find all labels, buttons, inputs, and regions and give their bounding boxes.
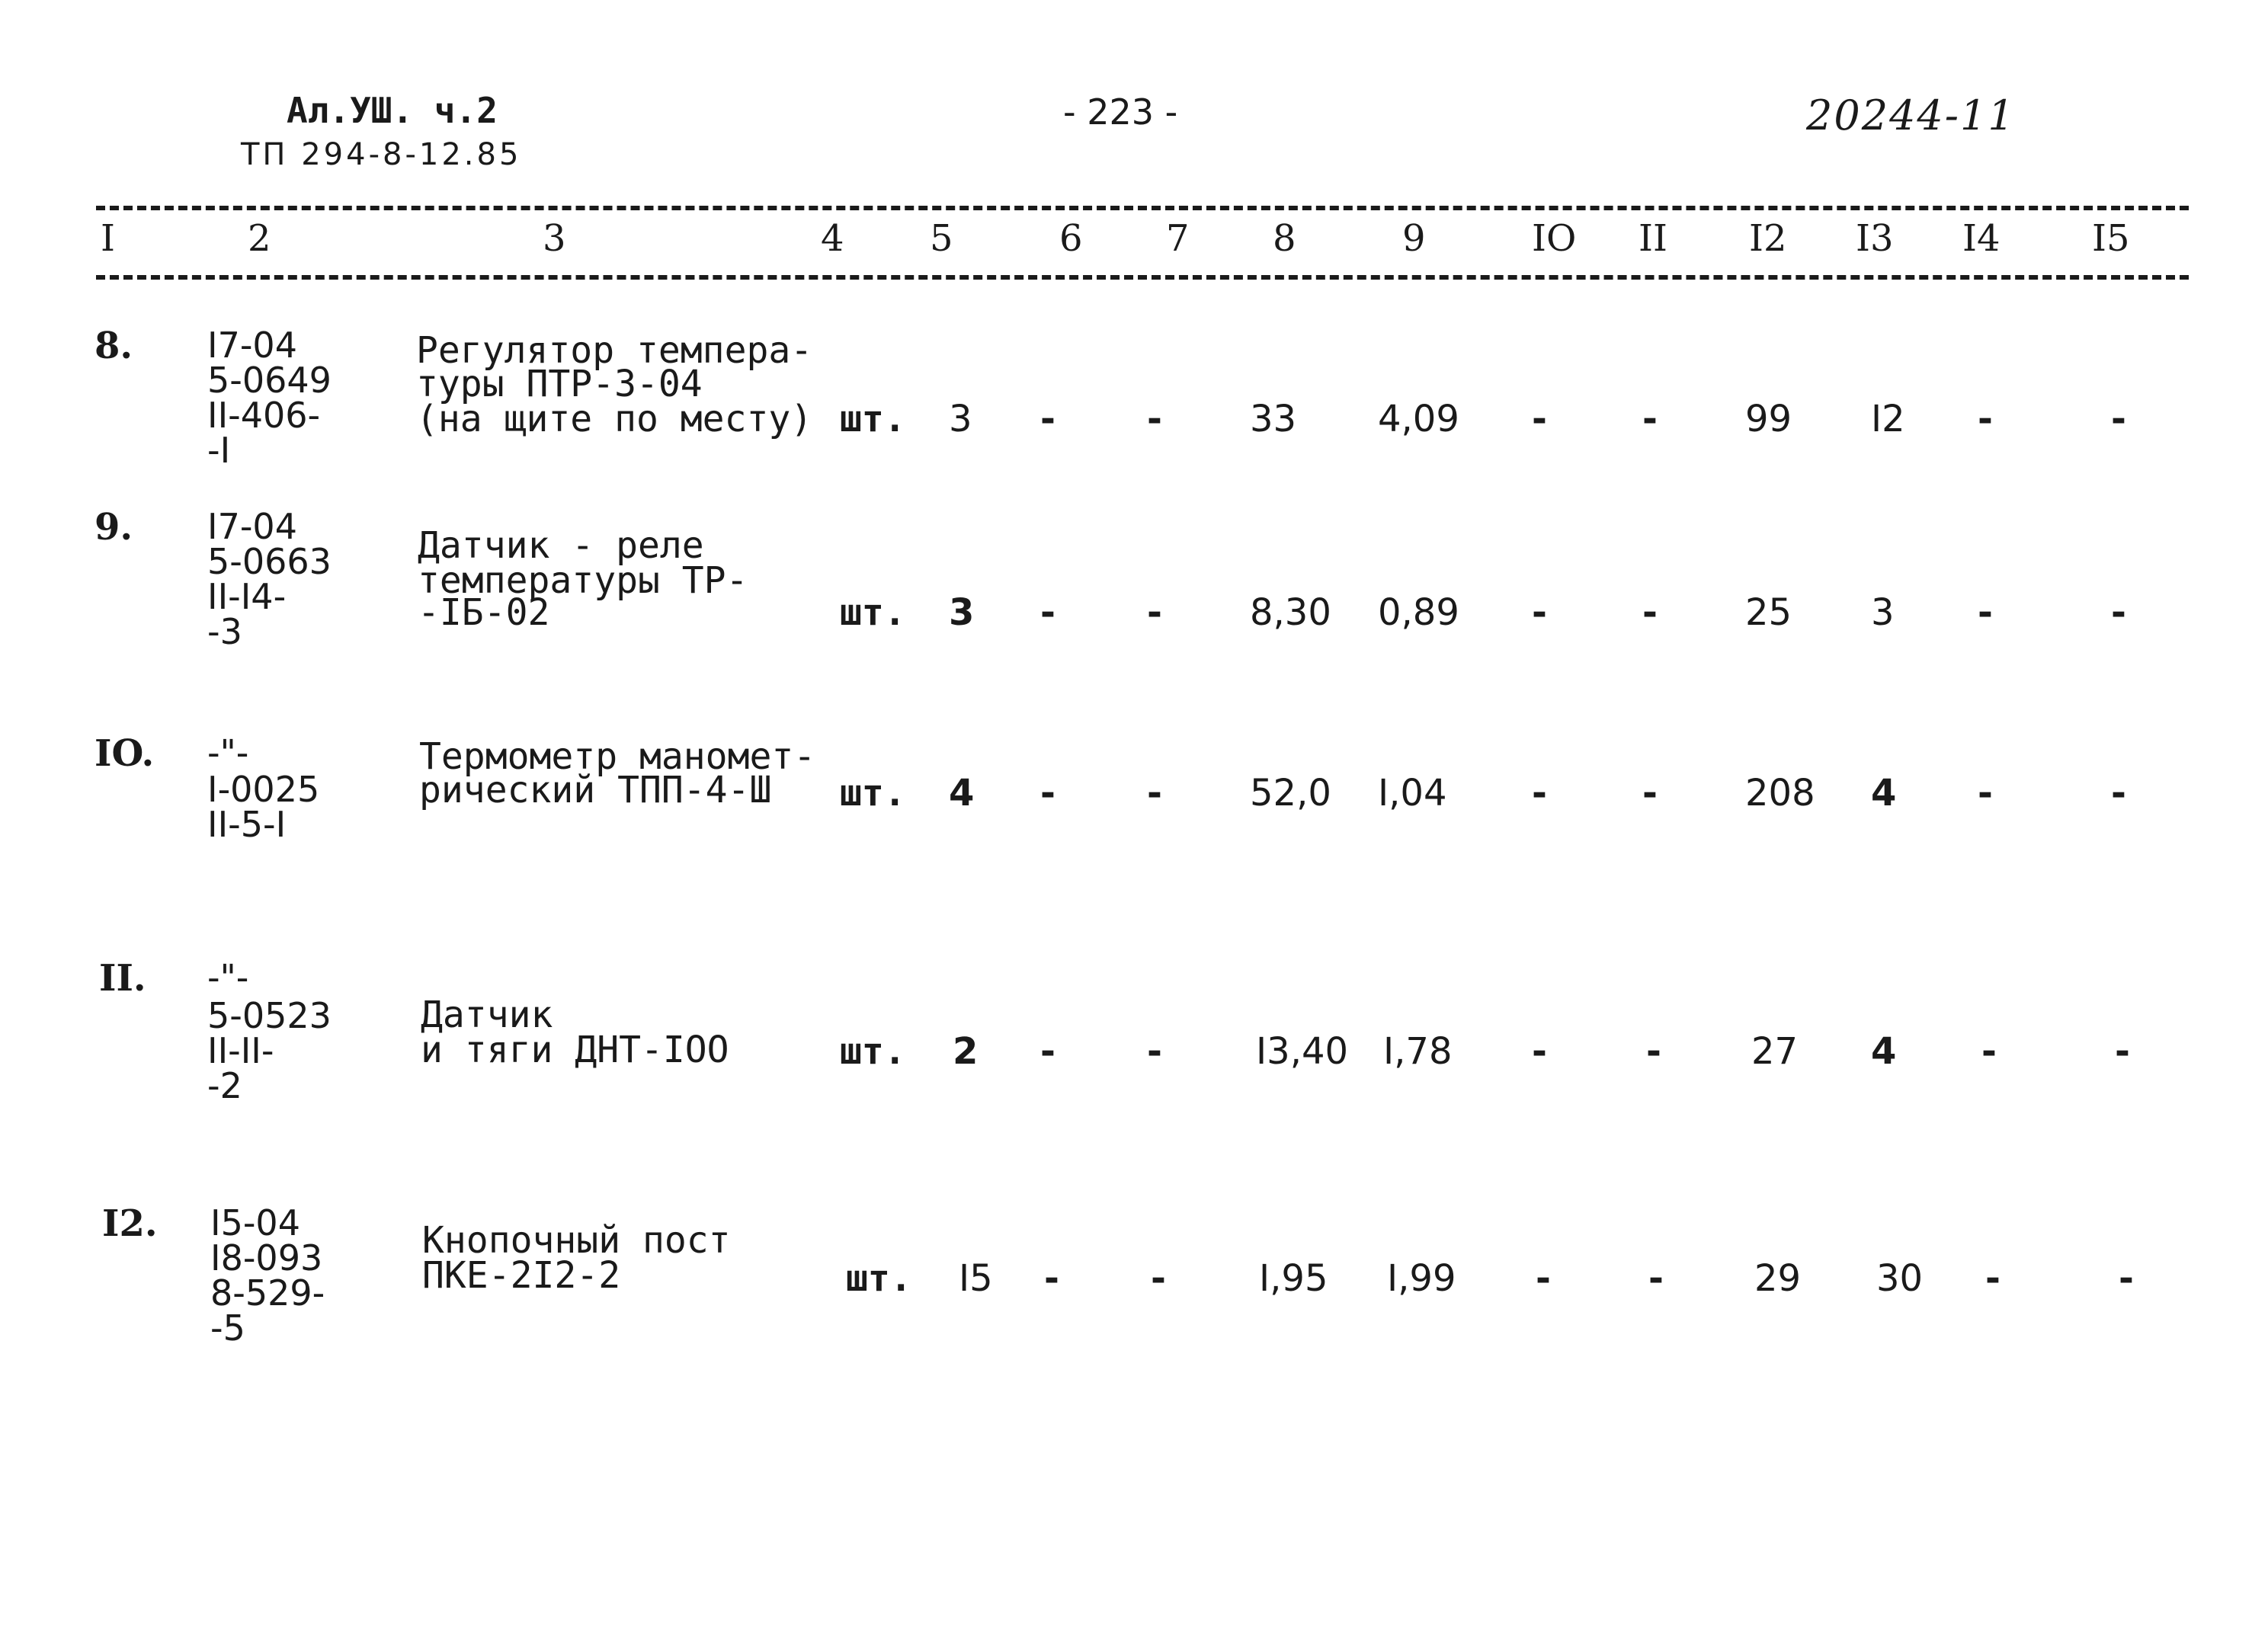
column-number: 9 bbox=[1402, 217, 1426, 260]
col13-value: I2 bbox=[1871, 398, 1905, 440]
item-name-line: туры ПТР-3-04 bbox=[416, 363, 703, 405]
unit: шт. bbox=[840, 398, 906, 440]
column-number: II bbox=[1639, 217, 1667, 260]
ref-line: I7-04 bbox=[207, 325, 297, 366]
col6-value: - bbox=[1040, 772, 1056, 814]
col15-value: - bbox=[2111, 591, 2126, 634]
col12-value: 25 bbox=[1745, 591, 1792, 634]
unit: шт. bbox=[840, 591, 906, 634]
ref-line: 5-0663 bbox=[207, 541, 332, 582]
item-name-line: Кнопочный пост bbox=[422, 1219, 731, 1262]
col11-value: - bbox=[1646, 1030, 1661, 1073]
row-number: IO. bbox=[94, 732, 155, 775]
col6-value: - bbox=[1044, 1257, 1059, 1300]
column-number: I2 bbox=[1749, 217, 1787, 260]
col11-value: - bbox=[1642, 398, 1658, 440]
unit: шт. bbox=[840, 1030, 906, 1073]
col10-value: - bbox=[1532, 591, 1547, 634]
col12-value: 29 bbox=[1754, 1257, 1802, 1300]
row-number: II. bbox=[99, 957, 146, 1000]
row-number: I2. bbox=[102, 1202, 158, 1245]
col11-value: - bbox=[1648, 1257, 1664, 1300]
ref-line: -I bbox=[207, 430, 231, 471]
unit: шт. bbox=[846, 1257, 912, 1300]
column-number: I4 bbox=[1962, 217, 2001, 260]
tp-label: ТП 294-8-12.85 bbox=[241, 137, 522, 172]
col13-value: 4 bbox=[1871, 1030, 1897, 1073]
item-name-line: Регулятор темпера- bbox=[416, 329, 813, 372]
row-number: 9. bbox=[94, 506, 133, 549]
col12-value: 208 bbox=[1745, 772, 1815, 814]
column-number: 3 bbox=[543, 217, 566, 260]
col11-value: - bbox=[1642, 591, 1658, 634]
col15-value: - bbox=[2119, 1257, 2134, 1300]
col7-value: - bbox=[1147, 772, 1162, 814]
col11-value: - bbox=[1642, 772, 1658, 814]
col9-value: I,99 bbox=[1387, 1257, 1456, 1300]
item-name-line: (на щите по месту) bbox=[416, 398, 813, 440]
ref-line: -2 bbox=[207, 1065, 242, 1106]
col14-value: - bbox=[1985, 1257, 2001, 1300]
ref-line: -5 bbox=[210, 1307, 245, 1349]
column-number: I bbox=[101, 217, 115, 260]
col7-value: - bbox=[1147, 591, 1162, 634]
header-rule-bottom bbox=[96, 275, 2189, 280]
col9-value: 0,89 bbox=[1378, 591, 1459, 634]
ref-line: I5-04 bbox=[210, 1202, 300, 1243]
column-number: I3 bbox=[1856, 217, 1894, 260]
column-number: IO bbox=[1532, 217, 1577, 260]
col9-value: I,04 bbox=[1378, 772, 1447, 814]
item-name-line: температуры ТР- bbox=[418, 559, 748, 602]
column-number: 6 bbox=[1059, 217, 1083, 260]
item-name-line: Термометр маномет- bbox=[419, 735, 816, 778]
col13-value: 4 bbox=[1871, 772, 1897, 814]
col14-value: - bbox=[1978, 398, 1993, 440]
col8-value: 33 bbox=[1250, 398, 1297, 440]
col7-value: - bbox=[1147, 1030, 1162, 1073]
col5-value: 4 bbox=[949, 772, 975, 814]
item-name-line: -IБ-02 bbox=[418, 591, 550, 634]
col10-value: - bbox=[1532, 772, 1547, 814]
col9-value: 4,09 bbox=[1378, 398, 1459, 440]
ref-line: -"- bbox=[207, 732, 249, 773]
ref-line: 5-0649 bbox=[207, 360, 332, 401]
ref-line: II-5-I bbox=[207, 804, 287, 845]
ref-line: 8-529- bbox=[210, 1272, 325, 1314]
col6-value: - bbox=[1040, 398, 1056, 440]
col12-value: 99 bbox=[1745, 398, 1792, 440]
col15-value: - bbox=[2111, 398, 2126, 440]
col8-value: 52,0 bbox=[1250, 772, 1331, 814]
ref-line: -3 bbox=[207, 611, 242, 652]
column-number: 2 bbox=[248, 217, 271, 260]
col13-value: 30 bbox=[1876, 1257, 1924, 1300]
header-rule-top bbox=[96, 206, 2189, 210]
col10-value: - bbox=[1536, 1257, 1551, 1300]
row-number: 8. bbox=[94, 325, 133, 367]
document-code: 20244-11 bbox=[1806, 91, 2016, 139]
unit: шт. bbox=[840, 772, 906, 814]
ref-line: 5-0523 bbox=[207, 995, 332, 1036]
col5-value: 3 bbox=[949, 591, 975, 634]
ref-line: I7-04 bbox=[207, 506, 297, 547]
item-name-line: ПКЕ-2I2-2 bbox=[422, 1254, 621, 1297]
col15-value: - bbox=[2111, 772, 2126, 814]
col14-value: - bbox=[1978, 772, 1993, 814]
item-name-line: Датчик - реле bbox=[418, 524, 704, 567]
col8-value: 8,30 bbox=[1250, 591, 1331, 634]
ref-line: -"- bbox=[207, 957, 249, 998]
column-number: 7 bbox=[1166, 217, 1190, 260]
ref-line: II-I4- bbox=[207, 576, 287, 617]
col14-value: - bbox=[1981, 1030, 1997, 1073]
ref-line: II-II- bbox=[207, 1030, 274, 1071]
col6-value: - bbox=[1040, 1030, 1056, 1073]
col10-value: - bbox=[1532, 398, 1547, 440]
column-number: 5 bbox=[930, 217, 953, 260]
item-name-line: и тяги ДНТ-IOO bbox=[421, 1029, 729, 1071]
item-name-line: Датчик bbox=[421, 994, 553, 1036]
col9-value: I,78 bbox=[1383, 1030, 1453, 1073]
col5-value: I5 bbox=[959, 1257, 993, 1300]
item-name-line: рический ТПП-4-Ш bbox=[419, 769, 772, 811]
col12-value: 27 bbox=[1751, 1030, 1799, 1073]
ref-line: I8-093 bbox=[210, 1237, 323, 1279]
col13-value: 3 bbox=[1871, 591, 1895, 634]
col10-value: - bbox=[1532, 1030, 1547, 1073]
col5-value: 3 bbox=[949, 398, 972, 440]
page-number: - 223 - bbox=[1063, 91, 1178, 133]
col8-value: I3,40 bbox=[1256, 1030, 1349, 1073]
col5-value: 2 bbox=[953, 1030, 979, 1073]
ref-line: I-0025 bbox=[207, 769, 320, 810]
col7-value: - bbox=[1151, 1257, 1166, 1300]
col14-value: - bbox=[1978, 591, 1993, 634]
column-number: 4 bbox=[821, 217, 844, 260]
col7-value: - bbox=[1147, 398, 1162, 440]
col8-value: I,95 bbox=[1259, 1257, 1328, 1300]
col6-value: - bbox=[1040, 591, 1056, 634]
column-number: I5 bbox=[2092, 217, 2130, 260]
column-number: 8 bbox=[1273, 217, 1296, 260]
album-label: Ал.УШ. ч.2 bbox=[287, 90, 498, 131]
col15-value: - bbox=[2115, 1030, 2130, 1073]
ref-line: II-406- bbox=[207, 395, 321, 436]
